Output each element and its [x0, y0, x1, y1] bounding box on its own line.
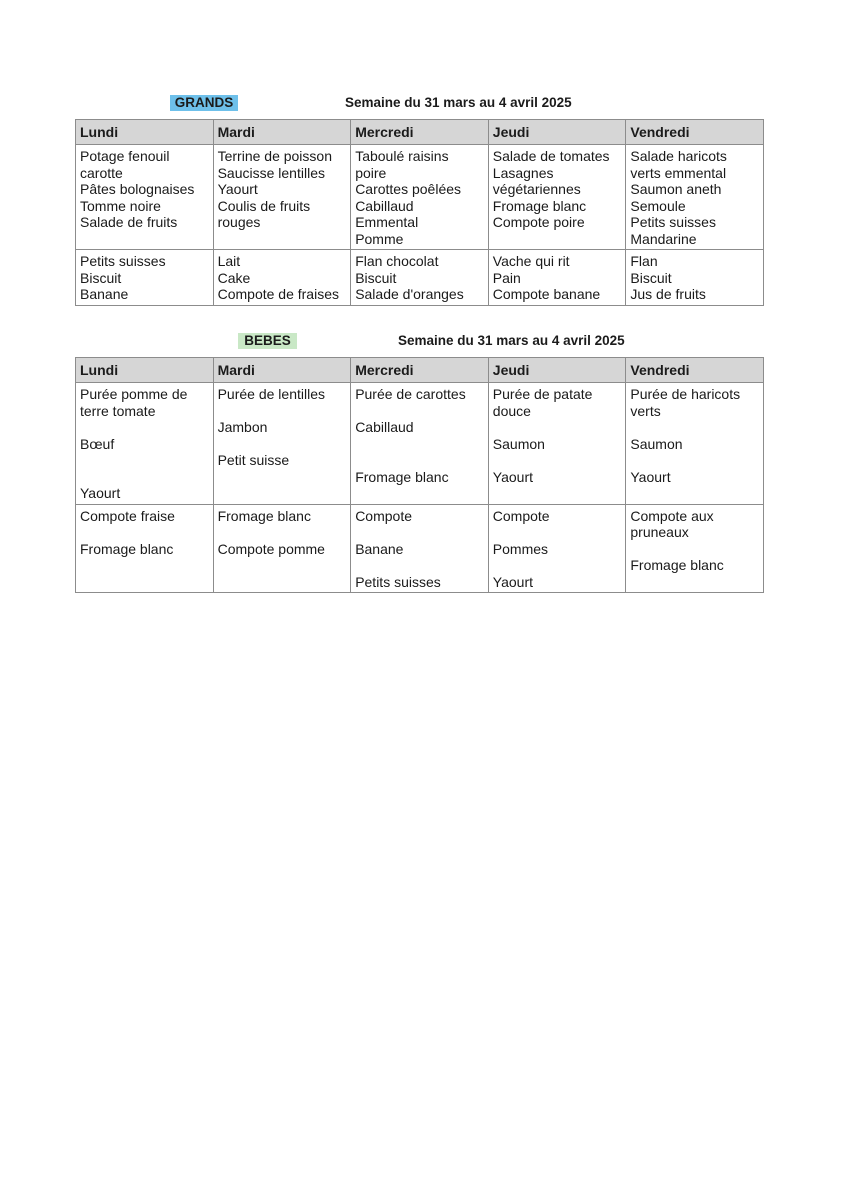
- bebes-lunch-mercredi: [351, 383, 489, 505]
- menu-item: Purée de patate: [492, 386, 593, 402]
- menu-item: [493, 557, 622, 574]
- menu-item: [80, 524, 209, 541]
- grands-lunch-row: [76, 145, 764, 250]
- menu-item: Saucisse lentilles: [217, 164, 325, 181]
- bebes-group-tag: BEBES: [238, 333, 297, 349]
- menu-item: Biscuit: [355, 269, 397, 286]
- grands-menu-table: [75, 119, 764, 306]
- menu-item: Compote de fraises: [217, 286, 339, 302]
- bebes-lunch-vendredi: [626, 383, 764, 505]
- grands-section: [75, 93, 764, 306]
- menu-item: terre tomate: [80, 402, 156, 419]
- menu-item: Petits suisses: [80, 253, 166, 269]
- grands-lunch-vendredi: [626, 145, 764, 250]
- menu-item: Compote: [492, 507, 550, 524]
- menu-item: Fromage blanc: [630, 557, 724, 573]
- grands-lunch-mardi: [213, 145, 351, 250]
- bebes-lunch-row: [76, 383, 764, 505]
- menu-item: [493, 452, 622, 469]
- bebes-day-vendredi: Vendredi: [626, 358, 764, 383]
- menu-item: Yaourt: [492, 468, 533, 485]
- menu-item: [355, 524, 484, 541]
- bebes-day-header-row: [76, 358, 764, 383]
- grands-lunch-mercredi: [351, 145, 489, 250]
- menu-item: Jus de fruits: [630, 286, 706, 302]
- menu-item: végétariennes: [492, 181, 581, 197]
- menu-item: pruneaux: [630, 524, 689, 540]
- menu-item: Salade de tomates: [492, 148, 610, 164]
- menu-item: Saumon: [492, 435, 545, 452]
- menu-item: Fromage blanc: [80, 540, 174, 557]
- grands-lunch-lundi: [76, 145, 214, 250]
- bebes-snack-lundi: [76, 504, 214, 593]
- menu-item: Coulis de fruits: [217, 197, 311, 214]
- bebes-day-mardi: Mardi: [213, 358, 351, 383]
- menu-item: Terrine de poisson: [217, 148, 332, 164]
- menu-item: Mandarine: [630, 230, 697, 247]
- menu-item: Salade de fruits: [80, 214, 178, 230]
- menu-item: Banane: [80, 286, 129, 302]
- menu-item: Yaourt: [217, 181, 258, 197]
- grands-day-mercredi: Mercredi: [351, 120, 489, 145]
- menu-item: rouges: [217, 214, 261, 230]
- menu-item: [218, 403, 347, 420]
- menu-item: Pomme: [355, 230, 404, 247]
- menu-item: Compote pomme: [217, 540, 325, 557]
- menu-item: [80, 419, 209, 436]
- menu-item: Yaourt: [630, 468, 671, 485]
- menu-item: Fromage blanc: [492, 197, 587, 214]
- menu-item: Pommes: [492, 540, 549, 557]
- grands-week-title: Semaine du 31 mars au 4 avril 2025: [345, 95, 572, 110]
- menu-item: Lait: [217, 253, 241, 269]
- grands-day-header-row: [76, 120, 764, 145]
- menu-item: carotte: [80, 164, 123, 181]
- menu-item: Compote aux: [630, 507, 714, 524]
- menu-item: Compote poire: [492, 214, 585, 230]
- menu-item: Pâtes bolognaises: [80, 181, 195, 197]
- grands-snack-row: [76, 250, 764, 306]
- bebes-lunch-mardi: [213, 383, 351, 505]
- bebes-day-lundi: Lundi: [76, 358, 214, 383]
- menu-item: Petits suisses: [630, 214, 716, 230]
- bebes-day-jeudi: Jeudi: [488, 358, 626, 383]
- grands-snack-mercredi: [351, 250, 489, 306]
- menu-item: Compote banane: [492, 286, 601, 302]
- menu-item: Compote fraise: [80, 507, 175, 524]
- menu-item: [355, 436, 484, 453]
- menu-item: [218, 436, 347, 453]
- grands-group-tag: GRANDS: [170, 95, 238, 111]
- menu-item: Salade haricots: [630, 148, 727, 164]
- grands-day-lundi: Lundi: [76, 120, 214, 145]
- menu-item: Banane: [355, 540, 404, 557]
- menu-item: poire: [355, 164, 387, 181]
- menu-item: Tomme noire: [80, 197, 161, 214]
- menu-item: verts: [630, 402, 661, 419]
- menu-item: Purée de carottes: [355, 386, 466, 402]
- grands-snack-jeudi: [488, 250, 626, 306]
- grands-snack-lundi: [76, 250, 214, 306]
- menu-item: Fromage blanc: [355, 468, 449, 485]
- grands-header: [75, 93, 764, 119]
- menu-item: Vache qui rit: [492, 253, 570, 269]
- menu-item: Semoule: [630, 197, 686, 214]
- menu-item: Taboulé raisins: [355, 148, 449, 164]
- bebes-section: [75, 331, 764, 593]
- menu-item: [355, 403, 484, 420]
- menu-item: Yaourt: [80, 485, 121, 501]
- menu-item: [80, 469, 209, 486]
- grands-snack-mardi: [213, 250, 351, 306]
- menu-item: douce: [492, 402, 531, 419]
- menu-item: Cabillaud: [355, 197, 414, 214]
- menu-item: Petit suisse: [217, 452, 290, 468]
- grands-day-jeudi: Jeudi: [488, 120, 626, 145]
- menu-item: Jambon: [217, 419, 268, 435]
- menu-item: Emmental: [355, 214, 419, 230]
- menu-item: Purée pomme de: [80, 386, 188, 402]
- menu-item: [218, 524, 347, 541]
- grands-day-mardi: Mardi: [213, 120, 351, 145]
- menu-item: [80, 452, 209, 469]
- bebes-lunch-jeudi: [488, 383, 626, 505]
- menu-item: Compote: [355, 507, 412, 524]
- grands-day-vendredi: Vendredi: [626, 120, 764, 145]
- bebes-snack-row: [76, 504, 764, 593]
- menu-item: Petits suisses: [355, 573, 441, 590]
- bebes-header: [75, 331, 764, 357]
- menu-item: Potage fenouil: [80, 148, 170, 164]
- menu-item: Yaourt: [492, 573, 533, 590]
- menu-item: Purée de lentilles: [217, 386, 325, 402]
- menu-item: Salade d'oranges: [355, 286, 464, 302]
- menu-item: [630, 419, 759, 436]
- menu-item: [630, 541, 759, 558]
- bebes-snack-jeudi: [488, 504, 626, 593]
- menu-item: Flan chocolat: [355, 253, 439, 269]
- menu-item: Lasagnes: [492, 164, 554, 181]
- menu-item: [630, 452, 759, 469]
- grands-lunch-jeudi: [488, 145, 626, 250]
- menu-item: Cabillaud: [355, 419, 414, 435]
- bebes-lunch-lundi: [76, 383, 214, 505]
- menu-item: Saumon: [630, 435, 683, 452]
- menu-item: Carottes poêlées: [355, 181, 462, 197]
- menu-item: Biscuit: [80, 269, 122, 286]
- bebes-snack-mercredi: [351, 504, 489, 593]
- menu-item: Purée de haricots: [630, 386, 741, 402]
- menu-item: Flan: [630, 253, 658, 269]
- menu-item: Biscuit: [630, 269, 672, 286]
- menu-item: Fromage blanc: [217, 507, 311, 524]
- menu-item: [493, 524, 622, 541]
- bebes-snack-mardi: [213, 504, 351, 593]
- menu-item: [493, 419, 622, 436]
- menu-item: [355, 452, 484, 469]
- menu-item: Bœuf: [80, 435, 115, 452]
- menu-item: verts emmental: [630, 164, 727, 181]
- bebes-snack-vendredi: [626, 504, 764, 593]
- bebes-menu-table: [75, 357, 764, 593]
- menu-item: Pain: [492, 269, 521, 286]
- grands-snack-vendredi: [626, 250, 764, 306]
- bebes-week-title: Semaine du 31 mars au 4 avril 2025: [398, 333, 625, 348]
- menu-item: [355, 557, 484, 574]
- menu-item: Saumon aneth: [630, 181, 722, 197]
- menu-item: Cake: [217, 269, 251, 286]
- bebes-day-mercredi: Mercredi: [351, 358, 489, 383]
